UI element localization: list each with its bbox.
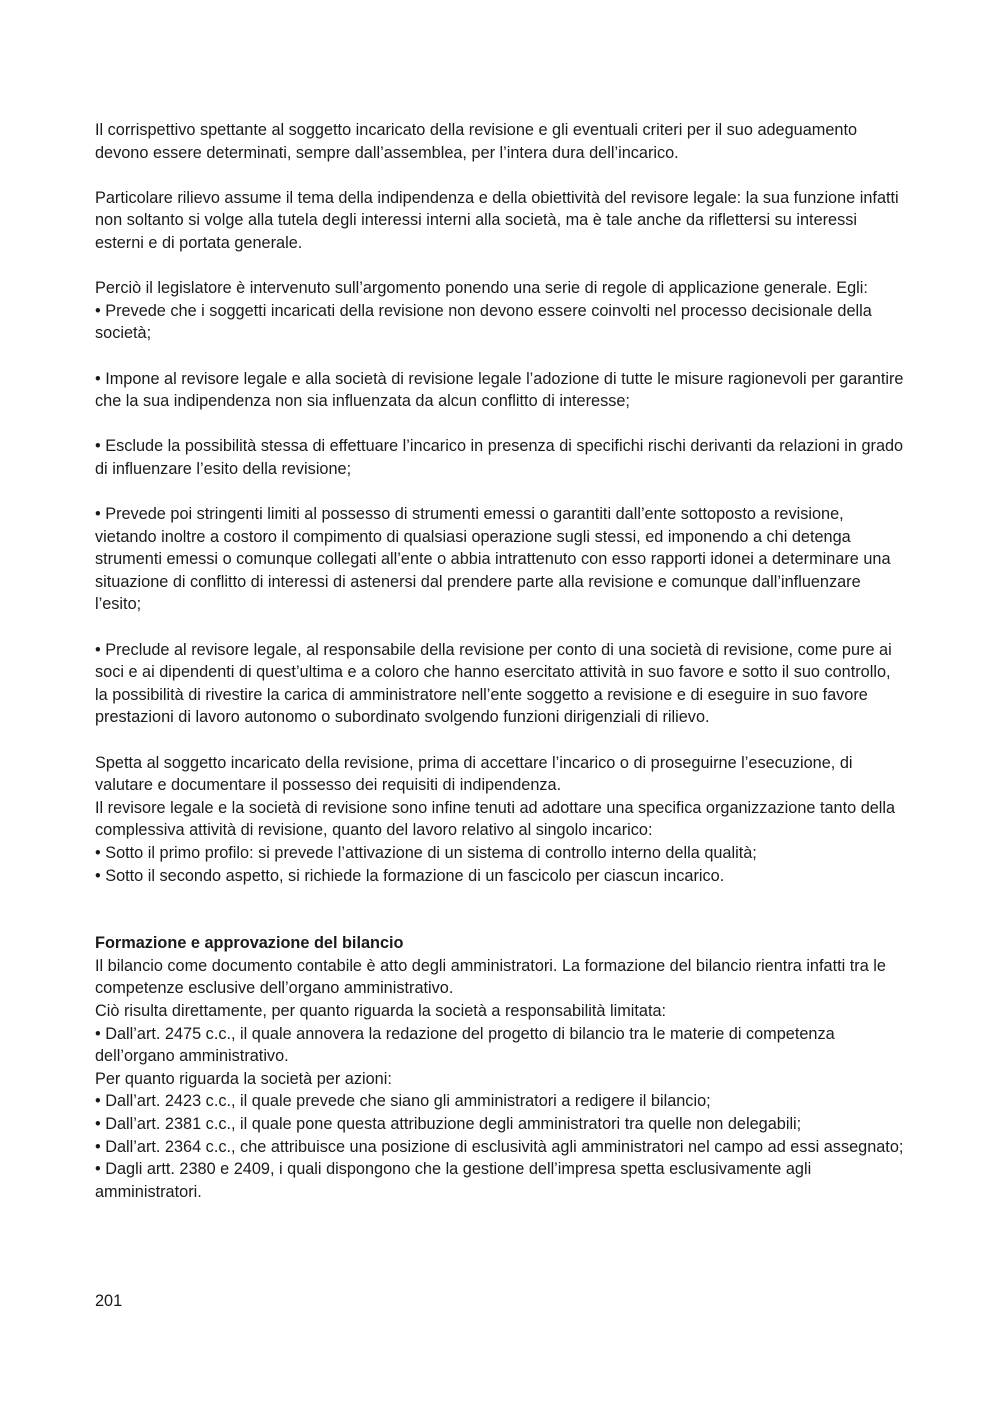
paragraph-legislator: Perciò il legislatore è intervenuto sull’argomento ponendo una serie di regole di applicazione generale. Egli: [95, 279, 868, 298]
paragraph-fee: Il corrispettivo spettante al soggetto incaricato della revisione e gli eventuali criteri per il suo adeguamento devono essere determinati, sempre dall’assemblea, per l’intera dura dell’incarico. [95, 121, 858, 162]
section-bullet-2381: • Dall’art. 2381 c.c., il quale pone questa attribuzione degli amministratori tra quelle non delegabili; [95, 1114, 802, 1133]
page-content [95, 119, 907, 1203]
paragraph-organization: Il revisore legale e la società di revisione sono infine tenuti ad adottare una specifica organizzazione tanto della complessiva attività di revisione, quanto del lavoro relativo al singolo incarico: [95, 798, 896, 840]
section-paragraph-2: Ciò risulta direttamente, per quanto riguarda la società a responsabilità limitata: [95, 1001, 667, 1020]
section-paragraph-1: Il bilancio come documento contabile è atto degli amministratori. La formazione del bilancio rientra infatti tra le competenze esclusive dell’organo amministrativo. [95, 956, 886, 998]
page-number: 201 [95, 1292, 123, 1310]
bullet-quality-control: • Sotto il primo profilo: si prevede l’attivazione di un sistema di controllo interno della qualità; [95, 844, 757, 862]
section-bullet-2364: • Dall’art. 2364 c.c., che attribuisce una posizione di esclusività agli amministratori nel campo ad essi assegnato; [95, 1137, 904, 1156]
bullet-decision-process: • Prevede che i soggetti incaricati della revisione non devono essere coinvolti nel processo decisionale della società; [95, 301, 872, 343]
bullet-risks: • Esclude la possibilità stessa di effettuare l’incarico in presenza di specifichi rischi derivanti da relazioni in grado di influenzare l’esito della revisione; [95, 437, 904, 478]
section-bullet-2380: • Dagli artt. 2380 e 2409, i quali dispongono che la gestione dell’impresa spetta esclusivamente agli amministratori. [95, 1160, 812, 1201]
bullet-preclusion: • Preclude al revisore legale, al responsabile della revisione per conto di una società di revisione, come pure ai soci e ai dipendenti di quest’ultima e a coloro che hanno esercitato attività in suo favore e sotto il suo controllo, la possibilità di rivestire la carica di amministratore nell’ente soggetto a revisione e di eseguire in suo favore prestazioni di lavoro autonomo o subordinato svolgendo funzioni dirigenziali di rilievo. [95, 640, 892, 727]
paragraph-independence: Particolare rilievo assume il tema della indipendenza e della obiettività del revisore legale: la sua funzione infatti non soltanto si volge alla tutela degli interessi interni alla società, ma è tale anche da riflettersi su interessi esterni e di portata generale. [95, 188, 899, 252]
section-paragraph-3: Per quanto riguarda la società per azioni: [95, 1069, 392, 1088]
bullet-instruments: • Prevede poi stringenti limiti al possesso di strumenti emessi o garantiti dall’ente sottoposto a revisione, vietando inoltre a costoro il compimento di qualsiasi operazione sugli stessi, ed imponendo a chi detenga strumenti emessi o comunque collegati all’ente o abbia intrattenuto con esso rapporti idonei a determinare una situazione di conflitto di interessi di astenersi dal prendere parte alla revisione e comunque dall’influenzare l’esito; [95, 505, 891, 614]
section-bullet-2423: • Dall’art. 2423 c.c., il quale prevede che siano gli amministratori a redigere il bilancio; [95, 1092, 711, 1111]
section-bullet-2475: • Dall’art. 2475 c.c., il quale annovera la redazione del progetto di bilancio tra le materie di competenza dell’organo amministrativo. [95, 1024, 835, 1066]
bullet-file: • Sotto il secondo aspetto, si richiede la formazione di un fascicolo per ciascun incarico. [95, 866, 725, 885]
bullet-measures: • Impone al revisore legale e alla società di revisione legale l’adozione di tutte le misure ragionevoli per garantire che la sua indipendenza non sia influenzata da alcun conflitto di interesse; [95, 369, 904, 411]
paragraph-requirements: Spetta al soggetto incaricato della revisione, prima di accettare l’incarico o di proseguirne l’esecuzione, di valutare e documentare il possesso dei requisiti di indipendenza. [95, 753, 853, 795]
section-heading: Formazione e approvazione del bilancio [95, 934, 404, 953]
